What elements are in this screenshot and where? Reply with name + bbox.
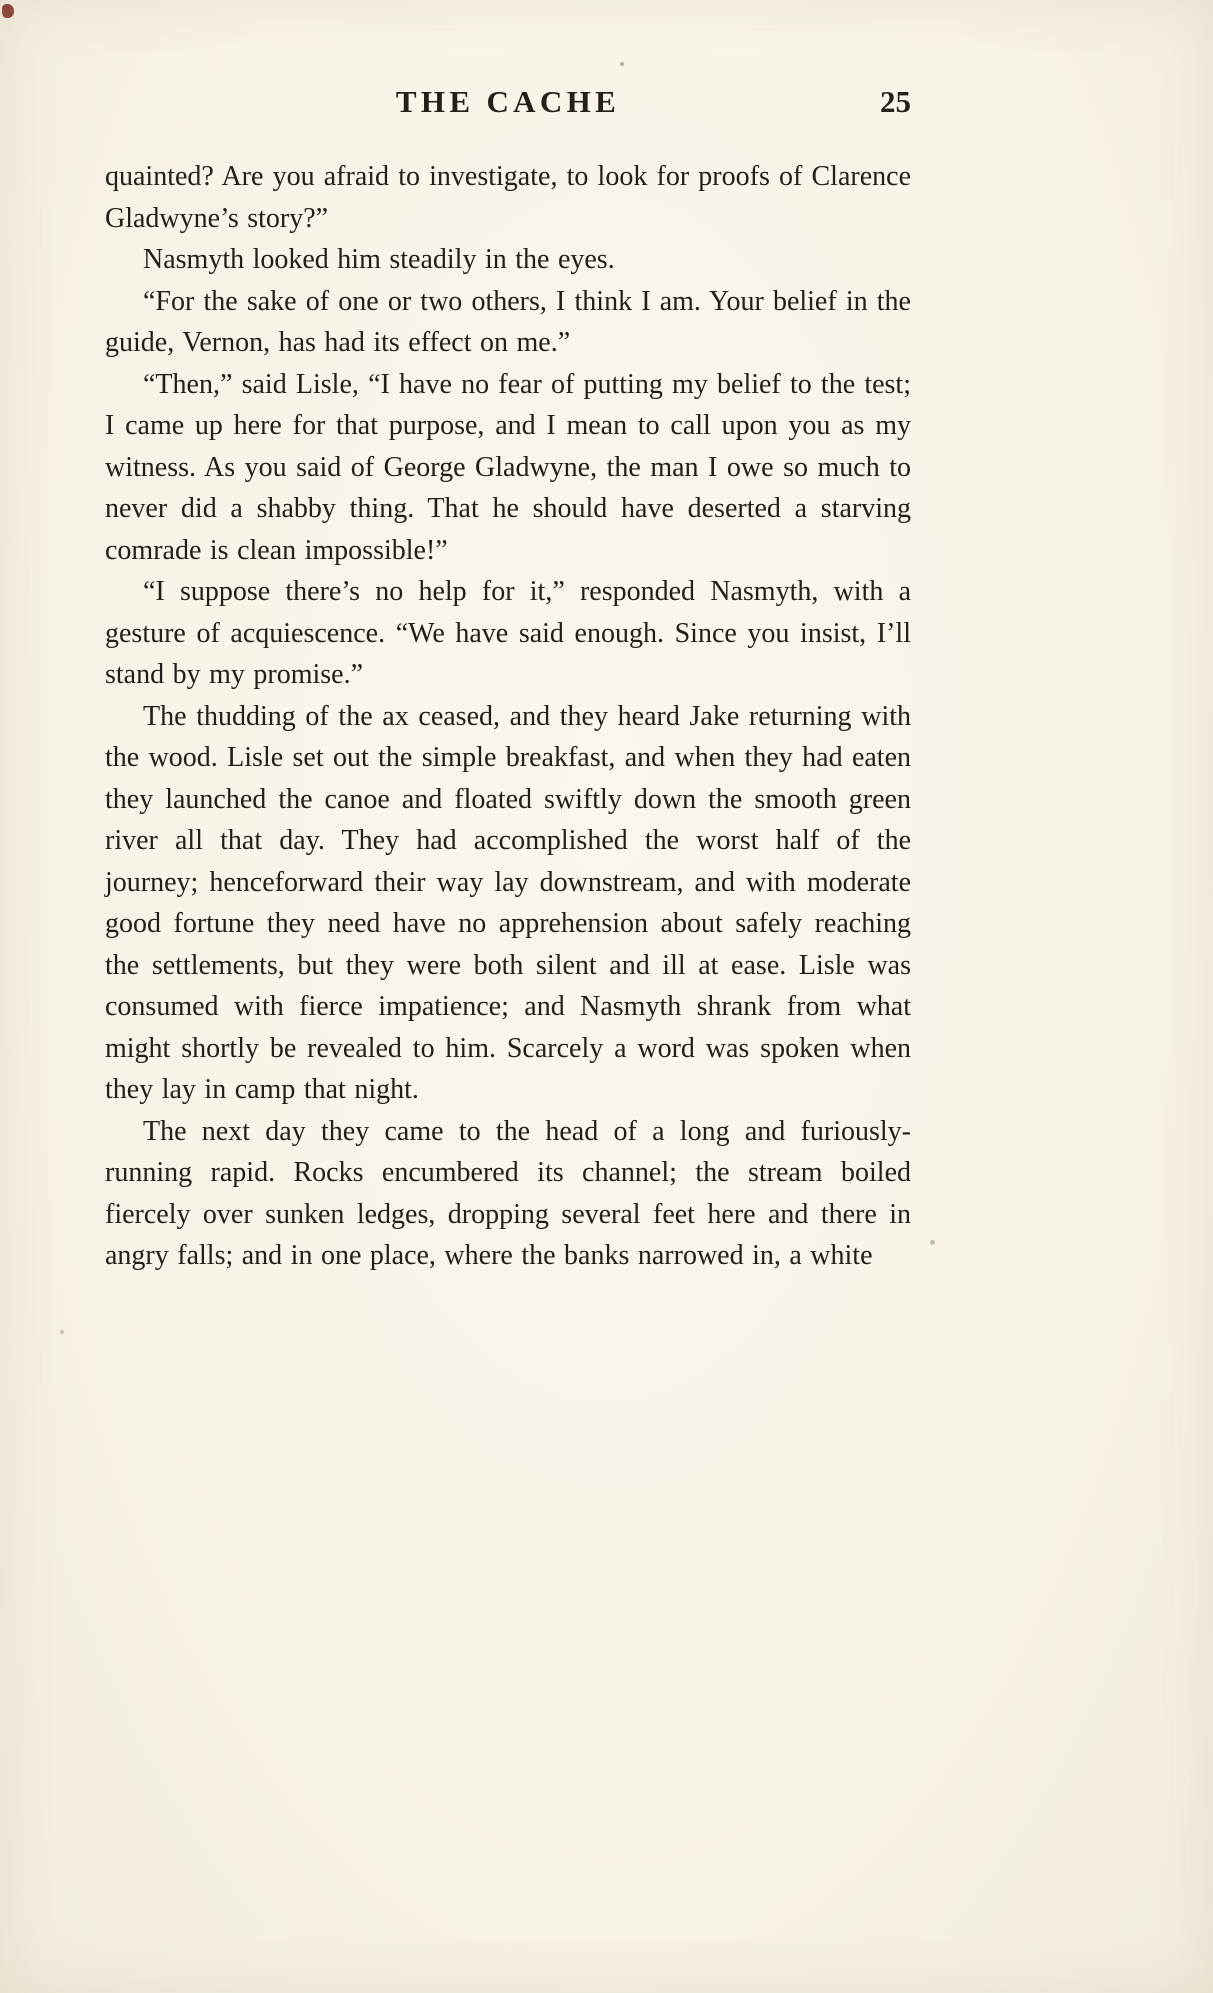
body-text: [105, 156, 911, 1277]
paragraph: Nasmyth looked him steadily in the eyes.: [143, 244, 615, 275]
paragraph: The thudding of the ax ceased, and they heard Jake returning with the wood. Lisle set out the simple breakfast, and when they had eaten they launched the canoe and floated swiftly down the smooth green river all that day. They had accomplished the worst half of the journey; henceforward their way lay downstream, and with moderate good fortune they need have no apprehension about safely reaching the settlements, but they were both silent and ill at ease. Lisle was consumed with fierce impatience; and Nasmyth shrank from what might shortly be revealed to him. Scarcely a word was spoken when they lay in camp that night.: [105, 700, 911, 1105]
scan-speck: [930, 1240, 935, 1245]
paragraph: “Then,” said Lisle, “I have no fear of putting my belief to the test; I came up here for that purpose, and I mean to call upon you as my witness. As you said of George Gladwyne, the man I owe so much to never did a shabby thing. That he should have deserted a starving comrade is clean impossible!”: [105, 368, 911, 566]
page-number: 25: [880, 84, 911, 119]
scan-speck: [620, 62, 624, 66]
chapter-title: THE CACHE: [395, 84, 621, 119]
paragraph: “I suppose there’s no help for it,” responded Nasmyth, with a gesture of acquiescence. “We have said enough. Since you insist, I’ll stand by my promise.”: [105, 576, 911, 690]
paragraph-continuation: quainted? Are you afraid to investigate, to look for proofs of Clarence Gladwyne’s story?”: [105, 161, 911, 234]
scan-speck: [60, 1330, 64, 1334]
scan-artifact: [2, 4, 14, 18]
paragraph: The next day they came to the head of a long and furiously-running rapid. Rocks encumbered its channel; the stream boiled fiercely over sunken ledges, dropping several feet here and there in angry falls; and in one place, where the banks narrowed in, a white: [105, 1115, 911, 1271]
paragraph: “For the sake of one or two others, I think I am. Your belief in the guide, Vernon, has had its effect on me.”: [105, 285, 911, 358]
text-block: [105, 84, 911, 1277]
running-head: [105, 84, 911, 128]
